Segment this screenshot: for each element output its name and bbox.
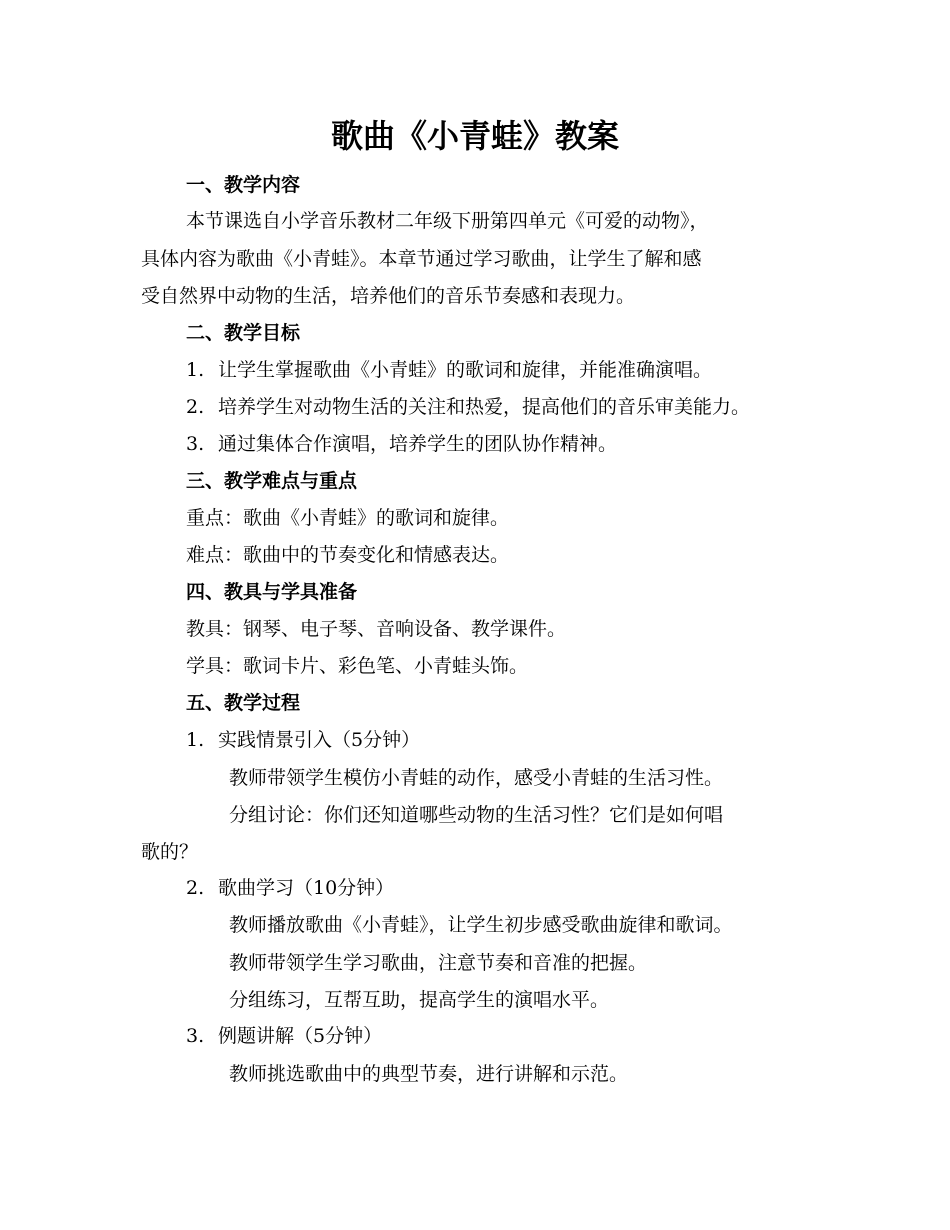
list-item-text: 培养学生对动物生活的关注和热爱，提高他们的音乐审美能力。 — [218, 396, 751, 418]
section-heading-content: 一、教学内容 — [186, 174, 301, 196]
section-heading-materials: 四、教具与学具准备 — [186, 581, 358, 603]
list-item-text: 通过集体合作演唱，培养学生的团队协作精神。 — [218, 433, 618, 455]
step-number: 2. — [186, 877, 205, 899]
document-title: 歌曲《小青蛙》教案 — [330, 117, 619, 155]
step-number: 1. — [186, 729, 205, 751]
list-item-number: 3. — [186, 433, 205, 455]
step-title — [186, 873, 394, 903]
step-title — [186, 725, 420, 755]
step-number: 3. — [186, 1025, 205, 1047]
section-heading-key-points: 三、教学难点与重点 — [186, 470, 358, 492]
difficulty-line: 难点：歌曲中的节奏变化和情感表达。 — [186, 544, 510, 566]
step-line: 分组讨论：你们还知道哪些动物的生活习性？它们是如何唱 — [229, 804, 724, 826]
step-line: 教师带领学生模仿小青蛙的动作，感受小青蛙的生活习性。 — [229, 767, 724, 789]
paragraph-line: 本节课选自小学音乐教材二年级下册第四单元《可爱的动物》， — [186, 210, 709, 232]
step-line: 教师播放歌曲《小青蛙》，让学生初步感受歌曲旋律和歌词。 — [229, 914, 733, 936]
step-line: 歌的？ — [141, 841, 199, 863]
section-heading-process: 五、教学过程 — [186, 692, 301, 714]
list-item — [186, 392, 750, 422]
step-line: 教师挑选歌曲中的典型节奏，进行讲解和示范。 — [229, 1063, 629, 1085]
list-item — [186, 429, 617, 459]
list-item-number: 2. — [186, 396, 205, 418]
list-item-text: 让学生掌握歌曲《小青蛙》的歌词和旋律，并能准确演唱。 — [218, 359, 713, 381]
section-heading-goals: 二、教学目标 — [186, 322, 301, 344]
paragraph-line: 受自然界中动物的生活，培养他们的音乐节奏感和表现力。 — [141, 285, 636, 307]
step-title — [186, 1021, 382, 1051]
key-point-line: 重点：歌曲《小青蛙》的歌词和旋律。 — [186, 507, 510, 529]
step-line: 分组练习，互帮互助，提高学生的演唱水平。 — [229, 989, 610, 1011]
student-materials-line: 学具：歌词卡片、彩色笔、小青蛙头饰。 — [186, 655, 529, 677]
list-item — [186, 355, 712, 385]
paragraph-line: 具体内容为歌曲《小青蛙》。本章节通过学习歌曲，让学生了解和感 — [141, 248, 702, 270]
step-line: 教师带领学生学习歌曲，注意节奏和音准的把握。 — [229, 952, 648, 974]
step-title-text: 实践情景引入（5分钟） — [218, 729, 421, 751]
step-title-text: 例题讲解（5分钟） — [218, 1025, 383, 1047]
step-title-text: 歌曲学习（10分钟） — [218, 877, 395, 899]
list-item-number: 1. — [186, 359, 205, 381]
teacher-materials-line: 教具：钢琴、电子琴、音响设备、教学课件。 — [186, 618, 567, 640]
